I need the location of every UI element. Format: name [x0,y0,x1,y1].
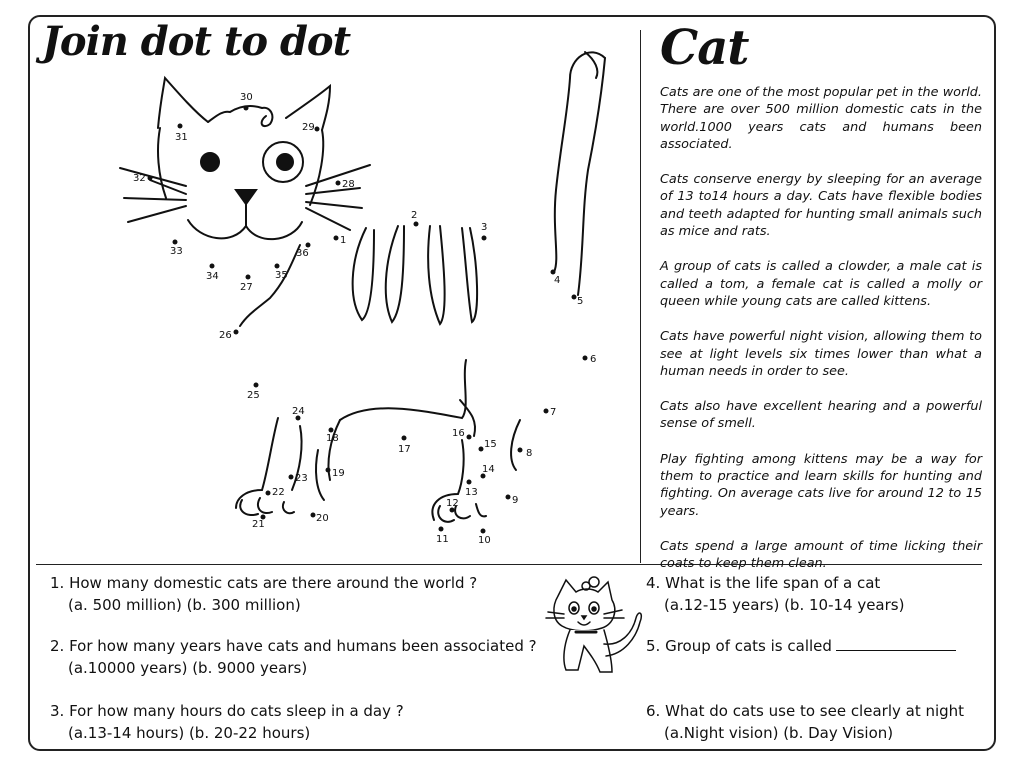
dot [439,527,444,532]
dot-number: 27 [240,282,253,293]
cat-paw [258,498,272,513]
dot-number: 3 [481,222,488,233]
fact-paragraph: Cats spend a large amount of time licking their coats to keep them clean. [660,538,982,572]
cat-leg [386,226,404,322]
answer-blank[interactable] [836,636,956,651]
dot-number: 32 [133,173,146,184]
dot-number: 23 [295,473,308,484]
dot-number: 7 [550,407,557,418]
fact-paragraph: A group of cats is called a clowder, a male cat is called a tom, a female cat is called a molly or queen while young cats are called kittens. [660,259,982,309]
cat-eye-right-inner [277,154,293,170]
dot [334,236,339,241]
dot [402,436,407,441]
dot [289,475,294,480]
dot-number: 5 [577,296,584,307]
dot-number: 26 [219,330,232,341]
dot [254,383,259,388]
dot-number: 21 [252,519,265,530]
dot [244,106,249,111]
cat-head-left-line [158,128,166,198]
dot-number: 9 [512,495,519,506]
dot-number: 29 [302,122,315,133]
question-text: 6. What do cats use to see clearly at night [646,702,965,720]
whisker [306,208,350,230]
dot-number: 34 [206,271,219,282]
cat-nose [236,190,256,204]
fact-paragraph: Cats also have excellent hearing and a powerful sense of smell. [660,399,982,432]
dot-number: 28 [342,179,355,190]
dot-number: 17 [398,444,411,455]
question-6 [646,700,964,744]
dot [234,330,239,335]
cat-tail [554,52,605,272]
dot [414,222,419,227]
question-options: (a. 500 million) (b. 300 million) [68,596,301,614]
dot [583,356,588,361]
question-4 [646,572,904,616]
cat-paw [476,504,486,516]
dot [178,124,183,129]
cat-leg-mark [316,450,324,500]
dot-number: 33 [170,246,183,257]
whisker [306,202,362,208]
dot [467,435,472,440]
whisker [120,168,186,186]
fact-paragraph: Cats are one of the most popular pet in the world. There are over 500 million domestic cats in the world.1000 years cats and humans been associated. [660,85,982,152]
question-2 [50,635,537,679]
dot-number: 35 [275,270,288,281]
question-options: (a.13-14 hours) (b. 20-22 hours) [68,724,311,742]
dot [481,529,486,534]
dot [336,181,341,186]
activity-title: Join dot to dot [42,18,351,65]
dot-number: 4 [554,275,561,286]
dot [246,275,251,280]
dot-number: 15 [484,439,497,450]
dot-number: 18 [326,433,339,444]
dot-number: 13 [465,487,478,498]
cat-head-top-line [208,106,272,126]
dot-number: 2 [411,210,418,221]
dot [506,495,511,500]
dot-number: 14 [482,464,495,475]
dot [329,428,334,433]
cat-facts [660,84,982,591]
cat-front-leg [511,420,520,470]
dot-number: 16 [452,428,465,439]
question-options: (a.12-15 years) (b. 10-14 years) [664,596,905,614]
dot-number: 1 [340,235,347,246]
cat-leg [353,228,374,320]
dot-number: 8 [526,448,533,459]
cat-tail [578,58,605,295]
dot [266,491,271,496]
dot-number: 11 [436,534,449,545]
dot [326,468,331,473]
cat-eye-left [201,153,219,171]
question-text: 5. Group of cats is called [646,637,832,655]
question-text: 2. For how many years have cats and humans been associated ? [50,637,537,655]
fact-paragraph: Cats conserve energy by sleeping for an average of 13 to14 hours a day. Cats have flexible bodies and teeth adapted for hunting small animals such as mice and rats. [660,172,982,240]
question-1 [50,572,477,616]
whisker [128,206,186,222]
cat-leg [462,228,477,322]
dot-number: 10 [478,535,491,546]
dot-number: 20 [316,513,329,524]
dot [467,480,472,485]
dot [315,127,320,132]
dot-number: 19 [332,468,345,479]
dot-number: 6 [590,354,597,365]
cat-tail-tip [585,52,597,78]
dot-number: 31 [175,132,188,143]
vertical-divider [640,30,641,563]
dot [551,270,556,275]
dot [275,264,280,269]
question-5 [646,635,956,657]
topic-title: Cat [660,20,749,76]
dot-number: 36 [296,248,309,259]
dot [306,243,311,248]
question-options: (a.Night vision) (b. Day Vision) [664,724,894,742]
dot [544,409,549,414]
dot-number: 22 [272,487,285,498]
dot [518,448,523,453]
dot-number: 30 [240,92,253,103]
cat-paw [283,502,294,513]
cat-back [340,360,466,420]
dot-number: 12 [446,498,459,509]
whisker [124,198,186,200]
dot-number: 25 [247,390,260,401]
dot [482,236,487,241]
dot-to-dot-drawing [0,0,640,560]
dot [173,240,178,245]
cat-leg [428,226,444,324]
cat-paw [240,500,258,515]
dot [210,264,215,269]
question-options: (a.10000 years) (b. 9000 years) [68,659,308,677]
dot [311,513,316,518]
question-text: 4. What is the life span of a cat [646,574,881,592]
dot [148,176,153,181]
dot-number: 24 [292,406,305,417]
fact-paragraph: Play fighting among kittens may be a way for them to practice and learn skills for hunting and fighting. On average cats live for around 12 to 15 years. [660,451,982,519]
cat-ear-left-line [158,78,208,128]
question-text: 3. For how many hours do cats sleep in a day ? [50,702,404,720]
cartoon-cat-illustration [540,574,650,684]
dot [572,295,577,300]
fact-paragraph: Cats have powerful night vision, allowing them to see at light levels six times lower than what a human needs in order to see. [660,329,982,379]
dot [479,447,484,452]
question-text: 1. How many domestic cats are there around the world ? [50,574,478,592]
question-3 [50,700,404,744]
